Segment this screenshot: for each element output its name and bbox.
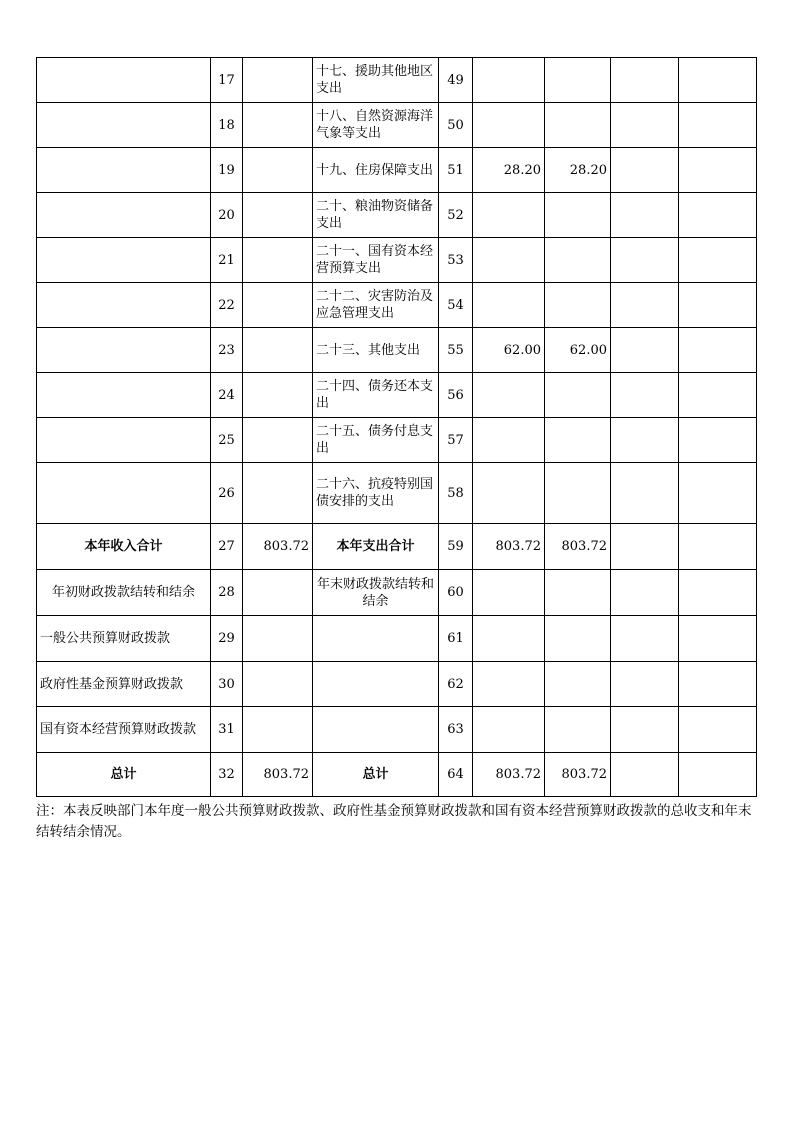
grand-total-row <box>37 753 757 797</box>
expense-row-no: 62 <box>439 662 473 707</box>
general-budget-amount <box>545 418 611 463</box>
income-total-label: 本年收入合计 <box>37 524 211 570</box>
expense-row-no: 63 <box>439 707 473 753</box>
fund-budget-amount <box>611 58 679 103</box>
state-capital-amount <box>679 753 757 797</box>
state-capital-amount <box>679 707 757 753</box>
income-amount <box>243 238 313 283</box>
budget-table <box>36 57 757 797</box>
state-capital-amount <box>679 662 757 707</box>
expense-row-no: 54 <box>439 283 473 328</box>
expense-row-no: 64 <box>439 753 473 797</box>
expense-total <box>473 570 545 616</box>
income-total-amount: 803.72 <box>243 524 313 570</box>
fund-budget-amount <box>611 328 679 373</box>
grand-total-expense-label: 总计 <box>313 753 439 797</box>
grand-total-income-label: 总计 <box>37 753 211 797</box>
expense-row-no: 52 <box>439 193 473 238</box>
table-row <box>37 148 757 193</box>
expense-total <box>473 103 545 148</box>
expense-total: 803.72 <box>473 753 545 797</box>
income-amount <box>243 616 313 662</box>
state-capital-amount <box>679 373 757 418</box>
income-amount <box>243 148 313 193</box>
income-amount <box>243 373 313 418</box>
general-budget-amount <box>545 463 611 524</box>
income-row-no: 19 <box>211 148 243 193</box>
table-row <box>37 103 757 148</box>
general-budget-amount <box>545 616 611 662</box>
income-row-no: 17 <box>211 58 243 103</box>
table-row <box>37 616 757 662</box>
table-row <box>37 328 757 373</box>
income-amount <box>243 103 313 148</box>
general-budget-amount <box>545 570 611 616</box>
general-budget-amount: 28.20 <box>545 148 611 193</box>
grand-total-income-amount: 803.72 <box>243 753 313 797</box>
general-budget-amount: 803.72 <box>545 524 611 570</box>
expense-total <box>473 193 545 238</box>
fund-budget-amount <box>611 418 679 463</box>
table-row <box>37 238 757 283</box>
expense-item: 二十三、其他支出 <box>313 328 439 373</box>
general-budget-amount <box>545 283 611 328</box>
income-row-no: 26 <box>211 463 243 524</box>
general-budget-amount: 803.72 <box>545 753 611 797</box>
state-capital-amount <box>679 283 757 328</box>
income-row-no: 25 <box>211 418 243 463</box>
expense-total <box>473 707 545 753</box>
table-row <box>37 463 757 524</box>
fund-budget-amount <box>611 662 679 707</box>
income-item-cell <box>37 238 211 283</box>
expense-item: 十八、自然资源海洋气象等支出 <box>313 103 439 148</box>
fund-budget-amount <box>611 753 679 797</box>
fund-budget-amount <box>611 616 679 662</box>
expense-total <box>473 283 545 328</box>
state-capital-amount <box>679 328 757 373</box>
state-capital-amount <box>679 570 757 616</box>
expense-row-no: 55 <box>439 328 473 373</box>
general-budget-amount <box>545 707 611 753</box>
income-row-no: 23 <box>211 328 243 373</box>
income-row-no: 18 <box>211 103 243 148</box>
fund-budget-amount <box>611 283 679 328</box>
general-budget-amount: 62.00 <box>545 328 611 373</box>
income-item-cell <box>37 283 211 328</box>
income-amount <box>243 193 313 238</box>
expense-total <box>473 662 545 707</box>
income-amount <box>243 58 313 103</box>
expense-item: 二十四、债务还本支出 <box>313 373 439 418</box>
expense-total-label: 本年支出合计 <box>313 524 439 570</box>
fund-budget-amount <box>611 373 679 418</box>
income-amount <box>243 463 313 524</box>
state-capital-amount <box>679 193 757 238</box>
income-amount <box>243 570 313 616</box>
general-budget-amount <box>545 373 611 418</box>
table-row <box>37 662 757 707</box>
expense-item: 十七、援助其他地区支出 <box>313 58 439 103</box>
state-capital-amount <box>679 238 757 283</box>
income-row-no: 27 <box>211 524 243 570</box>
income-amount <box>243 328 313 373</box>
general-budget-amount <box>545 103 611 148</box>
expense-row-no: 58 <box>439 463 473 524</box>
table-row <box>37 570 757 616</box>
table-row <box>37 283 757 328</box>
state-capital-amount <box>679 616 757 662</box>
fund-budget-amount <box>611 707 679 753</box>
expense-row-no: 53 <box>439 238 473 283</box>
carry-expense-label <box>313 707 439 753</box>
income-amount <box>243 418 313 463</box>
income-amount <box>243 283 313 328</box>
income-row-no: 20 <box>211 193 243 238</box>
table-row <box>37 373 757 418</box>
state-capital-amount <box>679 463 757 524</box>
state-capital-amount <box>679 524 757 570</box>
income-item-cell <box>37 193 211 238</box>
income-item-cell <box>37 148 211 193</box>
carry-income-label: 一般公共预算财政拨款 <box>37 616 211 662</box>
table-footnote: 注：本表反映部门本年度一般公共预算财政拨款、政府性基金预算财政拨款和国有资本经营预算财政拨款的总收支和年末结转结余情况。 <box>36 803 752 840</box>
expense-row-no: 60 <box>439 570 473 616</box>
expense-row-no: 49 <box>439 58 473 103</box>
expense-item: 十九、住房保障支出 <box>313 148 439 193</box>
expense-total: 803.72 <box>473 524 545 570</box>
general-budget-amount <box>545 58 611 103</box>
income-row-no: 31 <box>211 707 243 753</box>
fund-budget-amount <box>611 193 679 238</box>
expense-row-no: 61 <box>439 616 473 662</box>
carry-expense-label <box>313 616 439 662</box>
expense-row-no: 56 <box>439 373 473 418</box>
fund-budget-amount <box>611 524 679 570</box>
fund-budget-amount <box>611 238 679 283</box>
expense-item: 二十、粮油物资储备支出 <box>313 193 439 238</box>
fund-budget-amount <box>611 570 679 616</box>
income-row-no: 29 <box>211 616 243 662</box>
expense-item: 二十二、灾害防治及应急管理支出 <box>313 283 439 328</box>
expense-item: 二十五、债务付息支出 <box>313 418 439 463</box>
annual-total-row <box>37 524 757 570</box>
income-row-no: 28 <box>211 570 243 616</box>
expense-row-no: 50 <box>439 103 473 148</box>
income-item-cell <box>37 463 211 524</box>
state-capital-amount <box>679 58 757 103</box>
table-row <box>37 418 757 463</box>
expense-item: 二十一、国有资本经营预算支出 <box>313 238 439 283</box>
income-item-cell <box>37 103 211 148</box>
carry-expense-label: 年末财政拨款结转和结余 <box>313 570 439 616</box>
expense-item: 二十六、抗疫特别国债安排的支出 <box>313 463 439 524</box>
expense-total <box>473 373 545 418</box>
income-row-no: 24 <box>211 373 243 418</box>
carry-income-label: 政府性基金预算财政拨款 <box>37 662 211 707</box>
income-amount <box>243 707 313 753</box>
expense-total <box>473 418 545 463</box>
state-capital-amount <box>679 418 757 463</box>
table-row <box>37 193 757 238</box>
carry-income-label: 年初财政拨款结转和结余 <box>37 570 211 616</box>
state-capital-amount <box>679 103 757 148</box>
general-budget-amount <box>545 193 611 238</box>
expense-total <box>473 238 545 283</box>
state-capital-amount <box>679 148 757 193</box>
income-item-cell <box>37 328 211 373</box>
income-row-no: 22 <box>211 283 243 328</box>
income-amount <box>243 662 313 707</box>
expense-row-no: 57 <box>439 418 473 463</box>
income-row-no: 30 <box>211 662 243 707</box>
general-budget-amount <box>545 238 611 283</box>
table-row <box>37 58 757 103</box>
income-row-no: 32 <box>211 753 243 797</box>
expense-total: 62.00 <box>473 328 545 373</box>
expense-total <box>473 463 545 524</box>
expense-total: 28.20 <box>473 148 545 193</box>
fund-budget-amount <box>611 103 679 148</box>
table-row <box>37 707 757 753</box>
general-budget-amount <box>545 662 611 707</box>
income-item-cell <box>37 418 211 463</box>
carry-expense-label <box>313 662 439 707</box>
carry-income-label: 国有资本经营预算财政拨款 <box>37 707 211 753</box>
expense-total <box>473 616 545 662</box>
expense-row-no: 59 <box>439 524 473 570</box>
fund-budget-amount <box>611 463 679 524</box>
income-item-cell <box>37 58 211 103</box>
expense-row-no: 51 <box>439 148 473 193</box>
fund-budget-amount <box>611 148 679 193</box>
income-row-no: 21 <box>211 238 243 283</box>
expense-total <box>473 58 545 103</box>
income-item-cell <box>37 373 211 418</box>
